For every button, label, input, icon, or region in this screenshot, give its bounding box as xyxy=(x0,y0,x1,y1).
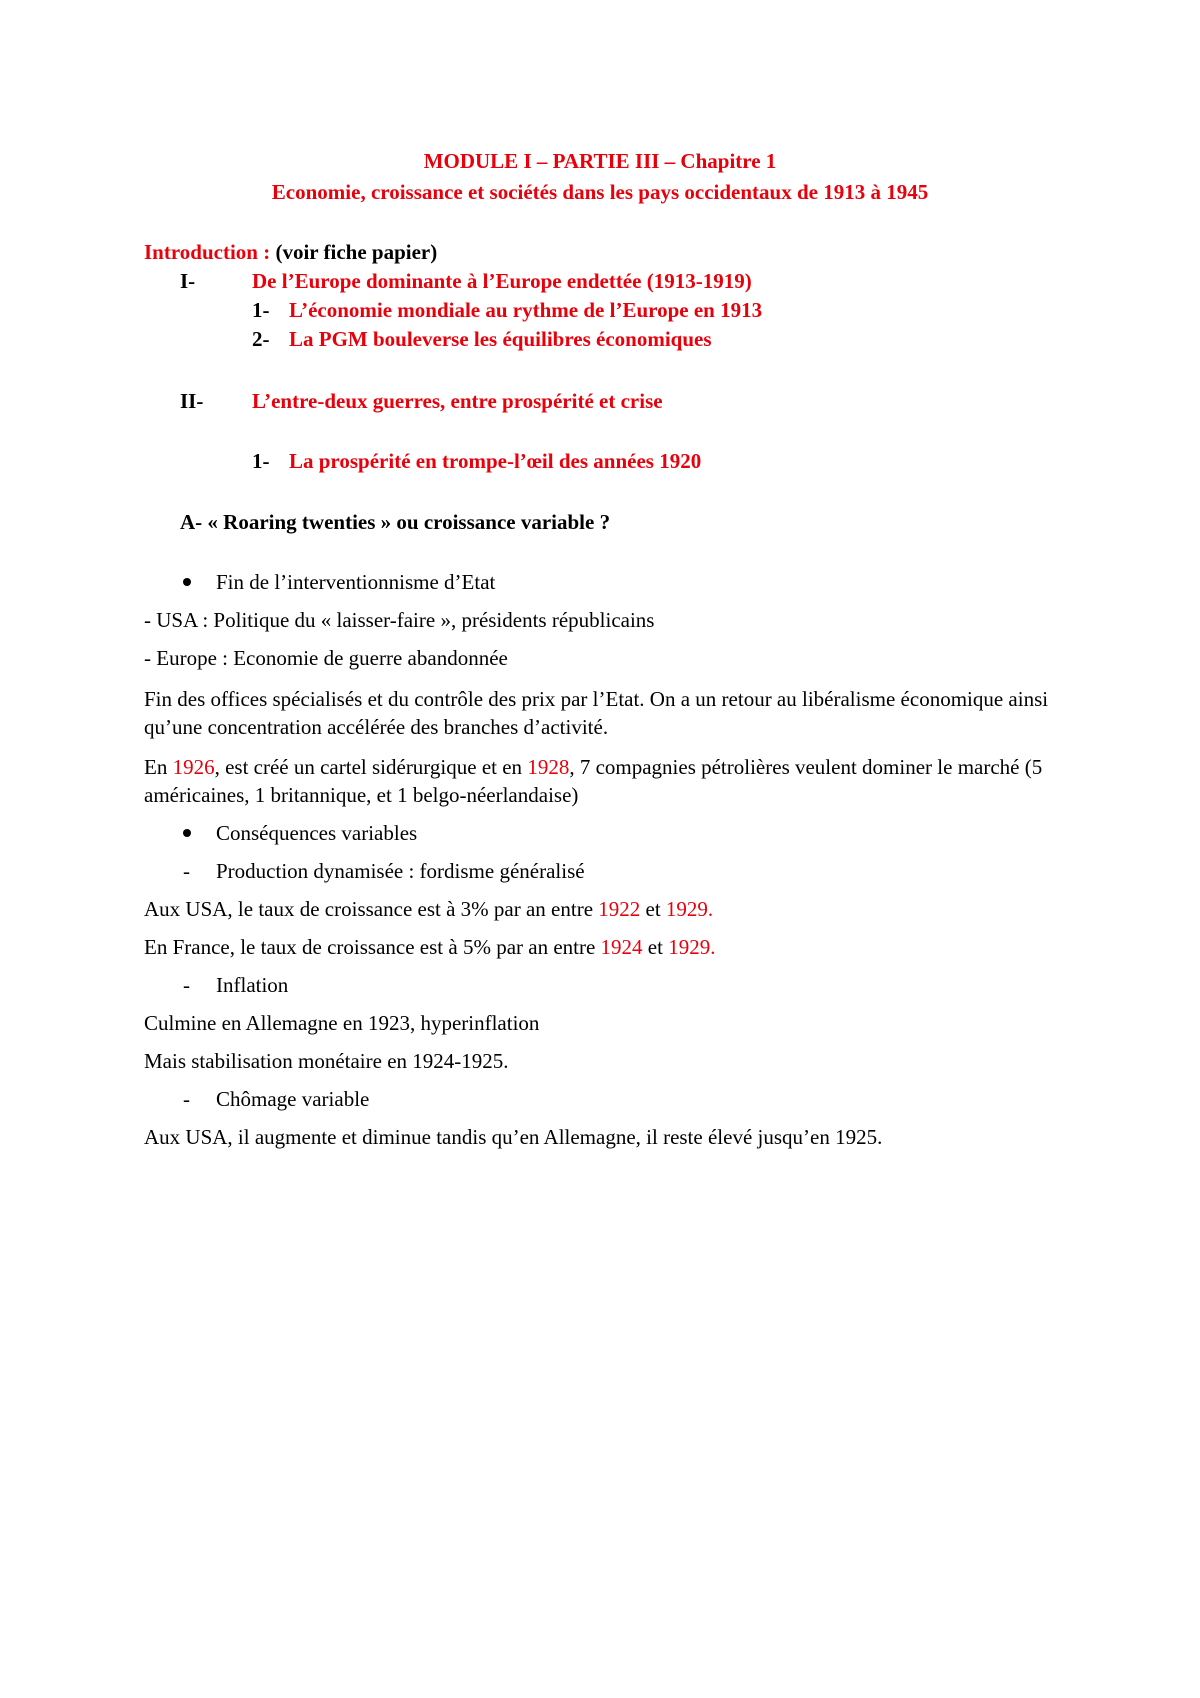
document-subtitle: Economie, croissance et sociétés dans les pays occidentaux de 1913 à 1945 xyxy=(271,180,929,204)
part1-sub1-title: L’économie mondiale au rythme de l’Europe en 1913 xyxy=(289,298,763,322)
dash-marker: - xyxy=(183,859,190,883)
france-growth-period: . xyxy=(710,935,716,959)
dash-marker: - xyxy=(183,1087,190,1111)
part1-sub2-title: La PGM bouleverse les équilibres économiques xyxy=(289,327,712,351)
dash-item-inflation: Inflation xyxy=(216,973,289,997)
year-1926: 1926 xyxy=(172,755,215,779)
france-growth-text: En France, le taux de croissance est à 5% par an entre xyxy=(144,935,601,959)
part1-number: I- xyxy=(180,269,196,293)
section-a-label: A- xyxy=(180,510,203,534)
paragraph-liberalisme: Fin des offices spécialisés et du contrôle des prix par l’Etat. On a un retour au libéralisme économique ainsi qu’une concentration accélérée des branches d’activité. xyxy=(144,687,1049,739)
section-a-title: « Roaring twenties » ou croissance variable ? xyxy=(207,510,611,534)
introduction-line xyxy=(144,238,437,266)
part2-sub1-title: La prospérité en trompe-l’œil des années 1920 xyxy=(289,449,702,473)
part1-title: De l’Europe dominante à l’Europe endettée (1913-1919) xyxy=(252,269,752,293)
section-a-heading xyxy=(180,508,610,536)
document-title: MODULE I – PARTIE III – Chapitre 1 xyxy=(423,149,777,173)
usa-growth-and: et xyxy=(640,897,666,921)
france-growth-and: et xyxy=(642,935,669,959)
para2-text-middle: , est créé un cartel sidérurgique et en xyxy=(214,755,528,779)
introduction-note: (voir fiche papier) xyxy=(275,240,438,264)
part2-sub1-number: 1- xyxy=(252,449,270,473)
para2-text-start: En xyxy=(144,755,173,779)
bullet-item-consequences: Conséquences variables xyxy=(216,821,418,845)
dash-item-production: Production dynamisée : fordisme généralisé xyxy=(216,859,585,883)
dash-item-chomage: Chômage variable xyxy=(216,1087,370,1111)
europe-policy-line: - Europe : Economie de guerre abandonnée xyxy=(144,646,508,670)
year-1928: 1928 xyxy=(527,755,570,779)
chomage-line: Aux USA, il augmente et diminue tandis qu’en Allemagne, il reste élevé jusqu’en 1925. xyxy=(144,1125,883,1149)
dash-marker: - xyxy=(183,973,190,997)
para2-text-end: , 7 compagnies pétrolières veulent dominer le marché (5 américaines, 1 britannique, et 1 belgo-néerlandaise) xyxy=(144,755,1043,807)
part2-title: L’entre-deux guerres, entre prospérité et crise xyxy=(252,389,663,413)
usa-growth-period: . xyxy=(707,897,714,921)
year-1924: 1924 xyxy=(600,935,643,959)
year-1929: 1929 xyxy=(665,897,708,921)
part1-sub1-number: 1- xyxy=(252,298,270,322)
part2-number: II- xyxy=(180,389,204,413)
year-1922: 1922 xyxy=(598,897,641,921)
introduction-label: Introduction : xyxy=(144,240,271,264)
usa-growth-line xyxy=(144,895,713,923)
usa-policy-line: - USA : Politique du « laisser-faire », présidents républicains xyxy=(144,608,655,632)
bullet-icon xyxy=(183,829,191,837)
inflation-line-1: Culmine en Allemagne en 1923, hyperinflation xyxy=(144,1011,540,1035)
usa-growth-text: Aux USA, le taux de croissance est à 3% par an entre xyxy=(144,897,599,921)
france-growth-line xyxy=(144,933,715,961)
part1-sub2-number: 2- xyxy=(252,327,270,351)
year-1929: 1929 xyxy=(668,935,711,959)
bullet-icon xyxy=(183,578,191,586)
paragraph-cartels xyxy=(144,753,1074,809)
inflation-line-2: Mais stabilisation monétaire en 1924-1925. xyxy=(144,1049,509,1073)
bullet-item-interventionnisme: Fin de l’interventionnisme d’Etat xyxy=(216,570,496,594)
